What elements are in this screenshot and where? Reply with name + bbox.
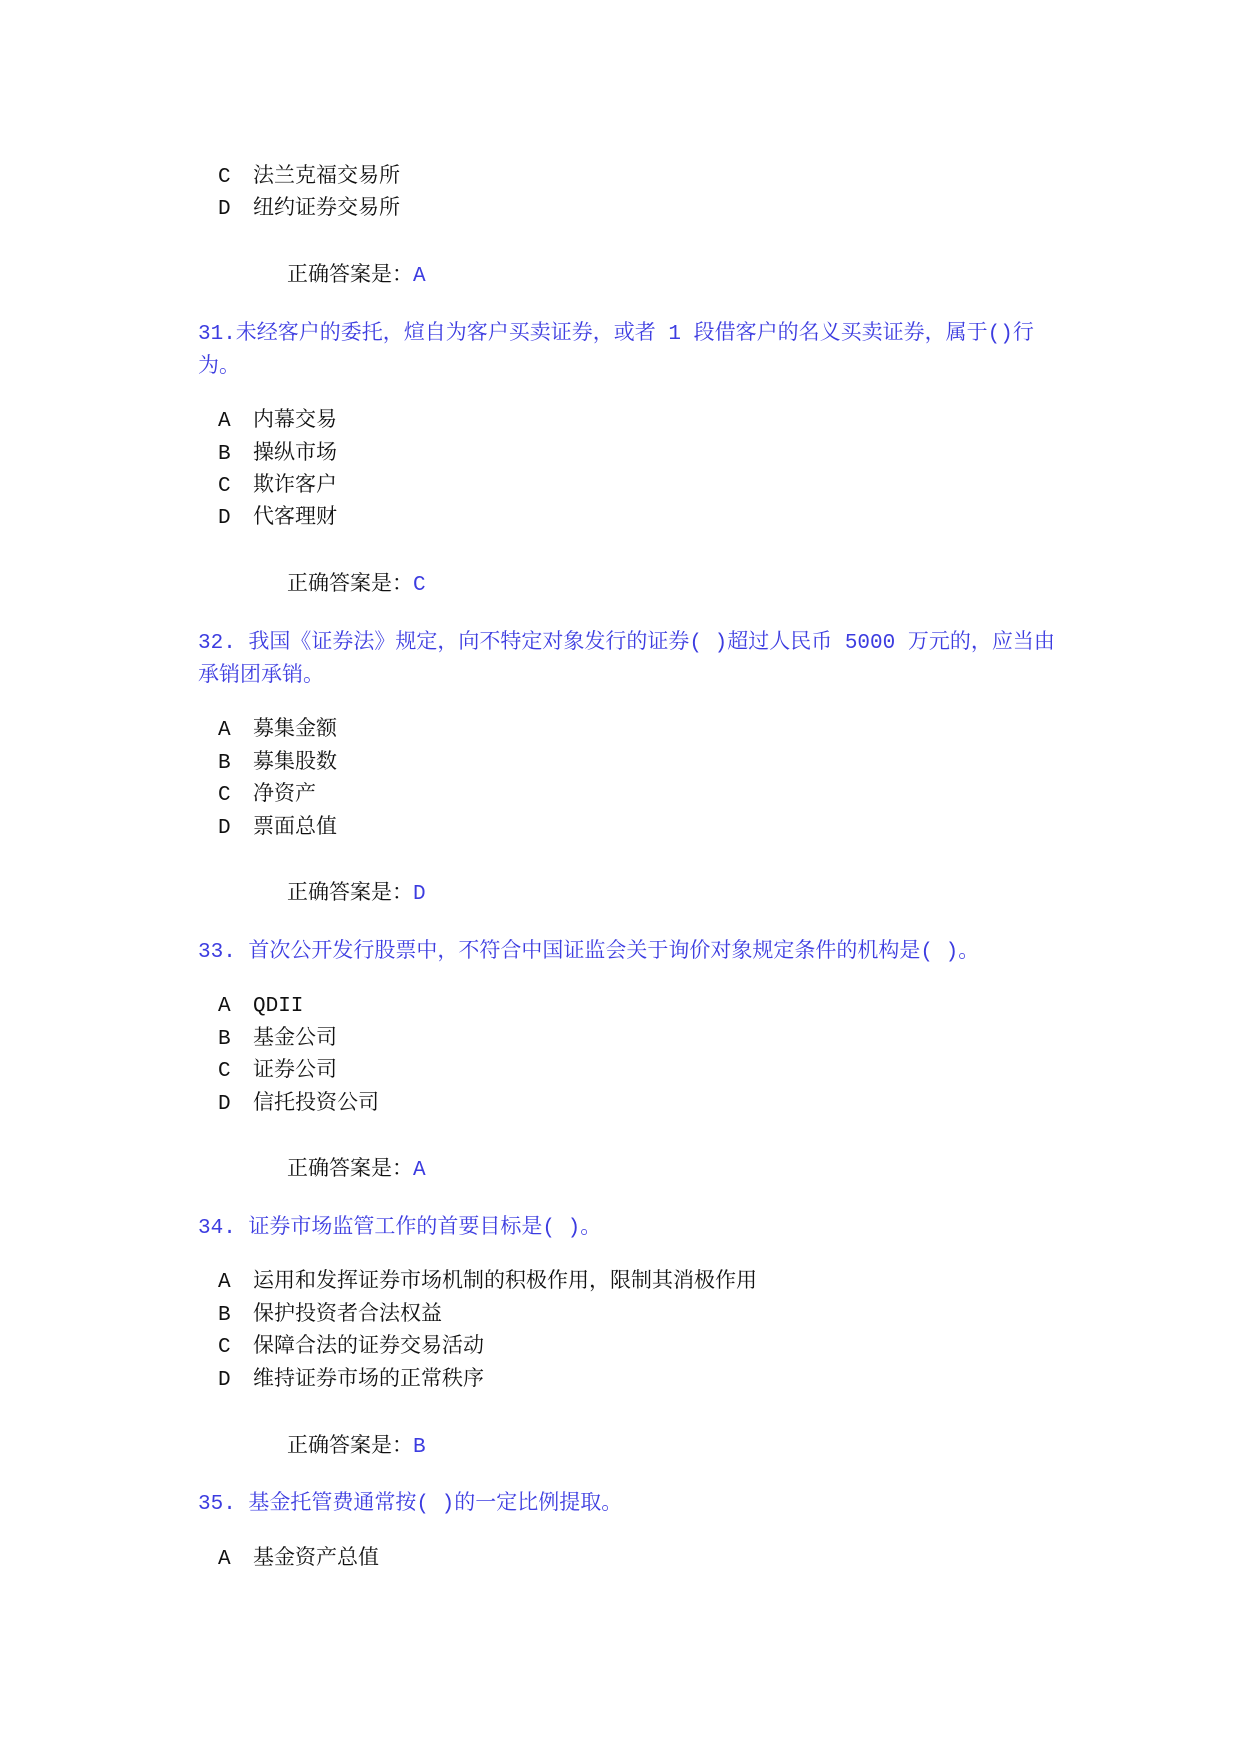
question-31 [0,318,1241,603]
answer-value: A [413,1159,426,1183]
option-b [0,439,1241,471]
option-letter: C [218,475,231,499]
question-line: 为。 [198,355,240,379]
question-30-continued [0,162,1241,293]
question-line: 31.未经客户的委托，煊自为客户买卖证券，或者 1 段借客户的名义买卖证券，属于()行 [198,322,1034,346]
option-letter: B [218,1303,231,1327]
question-32 [0,627,1241,912]
option-letter: A [218,995,231,1019]
question-34 [0,1212,1241,1464]
option-letter: A [218,719,231,743]
question-33 [0,936,1241,1188]
answer-label: 正确答案是： [287,1435,413,1459]
option-b [0,748,1241,780]
option-list [0,1267,1241,1397]
option-text: 保障合法的证券交易活动 [253,1336,484,1360]
option-letter: A [218,1271,231,1295]
option-letter: D [218,198,231,222]
option-list [0,1544,1241,1576]
answer-value: C [413,574,426,598]
option-text: QDII [253,995,304,1019]
answer-value: D [413,883,426,907]
question-text [0,1212,1241,1245]
option-text: 代客理财 [253,507,337,531]
option-text: 募集股数 [253,751,337,775]
option-letter: D [218,507,231,531]
option-a [0,991,1241,1023]
option-text: 净资产 [253,784,316,808]
option-text: 票面总值 [253,816,337,840]
answer-value: B [413,1435,426,1459]
option-b [0,1300,1241,1332]
option-text: 法兰克福交易所 [253,166,400,189]
option-list [0,162,1241,227]
question-line: 35. 基金托管费通常按( )的一定比例提取。 [198,1493,623,1517]
question-line: 承销团承销。 [198,664,324,688]
option-letter: D [218,816,231,840]
option-list [0,406,1241,536]
option-text: 信托投资公司 [253,1092,379,1116]
option-text: 维持证券市场的正常秩序 [253,1368,484,1392]
option-d [0,813,1241,845]
option-letter: D [218,1092,231,1116]
answer-label: 正确答案是： [287,265,413,289]
option-c [0,162,1241,194]
option-a [0,1544,1241,1576]
option-letter: A [218,1547,231,1571]
option-list [0,991,1241,1121]
option-letter: A [218,410,231,434]
option-letter: B [218,751,231,775]
question-35 [0,1488,1241,1576]
correct-answer [0,1431,1241,1464]
question-line: 32. 我国《证券法》规定，向不特定对象发行的证券( )超过人民币 5000 万元的，应当由 [198,631,1055,655]
question-text [0,318,1241,384]
option-a [0,715,1241,747]
option-c [0,1332,1241,1364]
correct-answer [0,1154,1241,1187]
answer-label: 正确答案是： [287,574,413,598]
question-line: 34. 证券市场监管工作的首要目标是( )。 [198,1216,602,1240]
option-c [0,471,1241,503]
option-d [0,194,1241,226]
option-text: 保护投资者合法权益 [253,1303,442,1327]
option-text: 证券公司 [253,1060,337,1084]
option-letter: B [218,442,231,466]
option-text: 运用和发挥证券市场机制的积极作用，限制其消极作用 [253,1271,757,1295]
question-text [0,936,1241,969]
option-text: 基金资产总值 [253,1547,379,1571]
option-letter: C [218,784,231,808]
option-c [0,1056,1241,1088]
option-letter: D [218,1368,231,1392]
option-d [0,1089,1241,1121]
option-letter: C [218,1060,231,1084]
question-text [0,627,1241,693]
correct-answer [0,260,1241,293]
option-a [0,406,1241,438]
option-text: 纽约证券交易所 [253,198,400,222]
option-letter: C [218,166,231,189]
option-letter: B [218,1027,231,1051]
option-letter: C [218,1336,231,1360]
option-text: 操纵市场 [253,442,337,466]
option-d [0,1365,1241,1397]
correct-answer [0,569,1241,602]
option-text: 欺诈客户 [253,475,337,499]
option-a [0,1267,1241,1299]
answer-label: 正确答案是： [287,883,413,907]
option-list [0,715,1241,845]
question-text [0,1488,1241,1521]
exam-content [0,162,1241,1609]
option-text: 内幕交易 [253,410,337,434]
option-c [0,780,1241,812]
option-b [0,1024,1241,1056]
option-d [0,503,1241,535]
answer-value: A [413,265,426,289]
question-line: 33. 首次公开发行股票中，不符合中国证监会关于询价对象规定条件的机构是( )。 [198,940,980,964]
option-text: 募集金额 [253,719,337,743]
correct-answer [0,878,1241,911]
answer-label: 正确答案是： [287,1159,413,1183]
option-text: 基金公司 [253,1027,337,1051]
